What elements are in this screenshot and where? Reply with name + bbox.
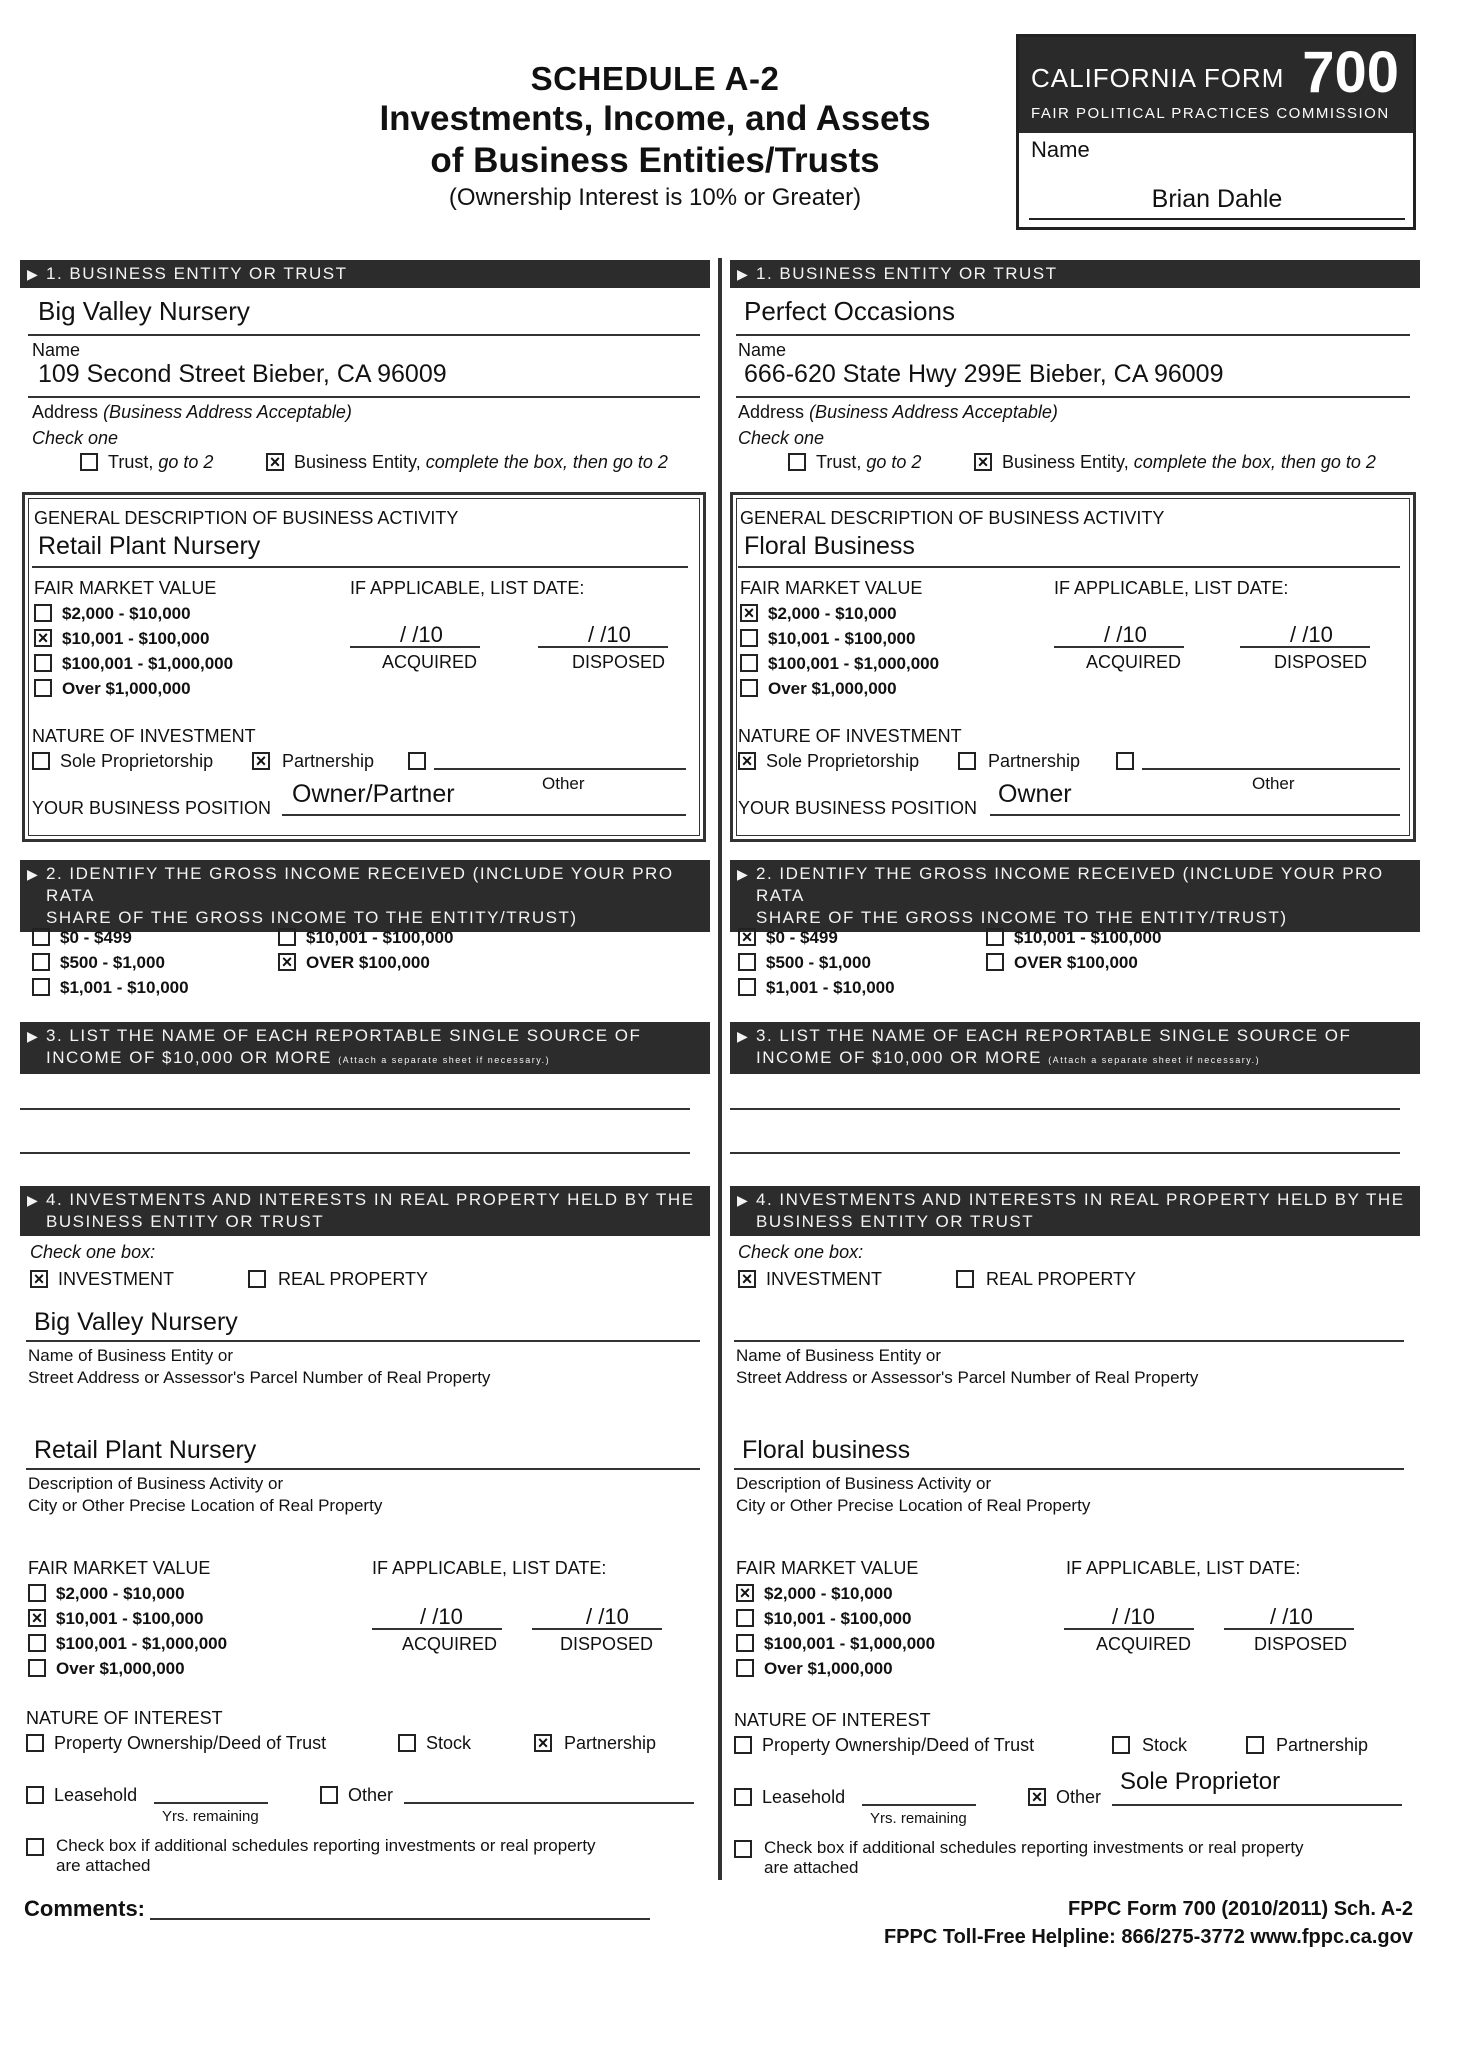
acquired-4-underline xyxy=(372,1628,502,1630)
property-ownership-label: Property Ownership/Deed of Trust xyxy=(762,1735,1035,1755)
section-2-header: ▶ 2. IDENTIFY THE GROSS INCOME RECEIVED (INCLUDE YOUR PRO RATA SHARE OF THE GROSS INCOME TO THE ENTITY/TRUST) xyxy=(20,860,710,932)
acquired-4-label: ACQUIRED xyxy=(1096,1634,1192,1654)
fmv-4-option-3: $100,001 - $1,000,000 xyxy=(764,1634,936,1653)
address-label: Address (Business Address Acceptable) xyxy=(32,402,352,422)
position-underline xyxy=(990,814,1400,816)
other-4-underline xyxy=(1112,1804,1402,1806)
section-1-header: ▶ 1. BUSINESS ENTITY OR TRUST xyxy=(730,260,1420,288)
income-option-4: $10,001 - $100,000 xyxy=(1014,928,1162,947)
fmv-4-checkbox-1[interactable] xyxy=(28,1584,46,1602)
disposed-label: DISPOSED xyxy=(572,652,666,672)
business-entity-checkbox[interactable]: × xyxy=(974,453,992,471)
nature-of-investment-label: NATURE OF INVESTMENT xyxy=(738,726,962,746)
disposed-4-label: DISPOSED xyxy=(560,1634,654,1654)
address-underline xyxy=(736,396,1410,398)
income-option-5: OVER $100,000 xyxy=(306,953,430,972)
nature-of-interest-label: NATURE OF INTEREST xyxy=(26,1708,223,1728)
leasehold-label: Leasehold xyxy=(762,1787,846,1807)
fmv-checkbox-3[interactable] xyxy=(34,654,52,672)
description-4-underline xyxy=(26,1468,700,1470)
income-option-3: $1,001 - $10,000 xyxy=(766,978,895,997)
description-4-label: Description of Business Activity or xyxy=(28,1474,284,1493)
partnership-label: Partnership xyxy=(988,751,1081,771)
form-id-box xyxy=(1016,34,1416,230)
fmv-option-3: $100,001 - $1,000,000 xyxy=(62,654,234,673)
fmv-checkbox-2[interactable]: × xyxy=(34,629,52,647)
business-position-label: YOUR BUSINESS POSITION xyxy=(738,798,978,818)
other-4-label: Other xyxy=(348,1785,394,1805)
acquired-date-field[interactable]: / /10 xyxy=(400,622,443,647)
entity-name-underline xyxy=(28,334,700,336)
business-entity-checkbox[interactable]: × xyxy=(266,453,284,471)
acquired-4-date-field[interactable]: / /10 xyxy=(1112,1604,1155,1629)
name-label: Name xyxy=(738,340,787,360)
leasehold-checkbox[interactable] xyxy=(734,1788,752,1806)
income-checkbox-4[interactable] xyxy=(986,928,1004,946)
partnership-checkbox[interactable]: × xyxy=(252,752,270,770)
check-one-box-label: Check one box: xyxy=(738,1242,864,1262)
property-ownership-label: Property Ownership/Deed of Trust xyxy=(54,1733,327,1753)
income-source-line-1[interactable] xyxy=(20,1108,690,1110)
fmv-4-checkbox-4[interactable] xyxy=(736,1659,754,1677)
business-position-field[interactable]: Owner/Partner xyxy=(292,780,455,808)
partnership-4-checkbox[interactable]: × xyxy=(534,1734,552,1752)
form-title-block xyxy=(330,60,980,212)
fmv-4-option-1: $2,000 - $10,000 xyxy=(56,1584,185,1603)
acquired-underline xyxy=(350,646,480,648)
income-checkbox-1[interactable] xyxy=(32,928,50,946)
income-checkbox-5[interactable]: × xyxy=(278,953,296,971)
fmv-4-label: FAIR MARKET VALUE xyxy=(736,1558,919,1578)
other-nature-label: Other xyxy=(1252,774,1295,793)
acquired-4-underline xyxy=(1064,1628,1194,1630)
name-4-label-line2: Street Address or Assessor's Parcel Number of Real Property xyxy=(736,1368,1199,1387)
entity-name-4-field[interactable]: Big Valley Nursery xyxy=(34,1308,238,1336)
income-option-1: $0 - $499 xyxy=(766,928,838,947)
fmv-option-4: Over $1,000,000 xyxy=(62,679,191,698)
other-nature-checkbox[interactable] xyxy=(408,752,426,770)
stock-checkbox[interactable] xyxy=(398,1734,416,1752)
real-property-label: REAL PROPERTY xyxy=(986,1269,1137,1289)
fmv-checkbox-3[interactable] xyxy=(740,654,758,672)
address-field[interactable]: 109 Second Street Bieber, CA 96009 xyxy=(38,360,447,388)
additional-schedules-checkbox[interactable] xyxy=(26,1838,44,1856)
partnership-checkbox[interactable] xyxy=(958,752,976,770)
stock-label: Stock xyxy=(426,1733,472,1753)
fmv-4-checkbox-4[interactable] xyxy=(28,1659,46,1677)
investment-checkbox[interactable]: × xyxy=(30,1270,48,1288)
entity-name-field[interactable]: Big Valley Nursery xyxy=(38,296,250,326)
property-ownership-checkbox[interactable] xyxy=(26,1734,44,1752)
real-property-label: REAL PROPERTY xyxy=(278,1269,429,1289)
commission-label: FAIR POLITICAL PRACTICES COMMISSION xyxy=(1031,105,1390,122)
income-checkbox-2[interactable] xyxy=(32,953,50,971)
fmv-label: FAIR MARKET VALUE xyxy=(740,578,923,598)
income-checkbox-2[interactable] xyxy=(738,953,756,971)
filer-name-label: Name xyxy=(1031,137,1090,162)
check-one-label: Check one xyxy=(738,428,825,448)
income-option-5: OVER $100,000 xyxy=(1014,953,1138,972)
real-property-checkbox[interactable] xyxy=(956,1270,974,1288)
business-entity-label: Business Entity, complete the box, then go to 2 xyxy=(294,452,668,472)
fmv-4-option-4: Over $1,000,000 xyxy=(764,1659,893,1678)
other-4-field[interactable]: Sole Proprietor xyxy=(1120,1768,1281,1795)
leasehold-checkbox[interactable] xyxy=(26,1786,44,1804)
business-activity-field[interactable]: Floral Business xyxy=(744,532,915,560)
check-one-box-label: Check one box: xyxy=(30,1242,156,1262)
years-remaining-field[interactable] xyxy=(862,1804,976,1806)
sole-proprietorship-checkbox[interactable] xyxy=(32,752,50,770)
trust-checkbox[interactable] xyxy=(80,453,98,471)
general-description-label: GENERAL DESCRIPTION OF BUSINESS ACTIVITY xyxy=(740,508,1165,528)
name-4-label: Name of Business Entity or xyxy=(736,1346,942,1365)
section-3-header: ▶ 3. LIST THE NAME OF EACH REPORTABLE SINGLE SOURCE OF INCOME OF $10,000 OR MORE (Attach a separate sheet if necessary.) xyxy=(20,1022,710,1074)
description-4-field[interactable]: Retail Plant Nursery xyxy=(34,1436,257,1464)
other-4-checkbox[interactable]: × xyxy=(1028,1788,1046,1806)
fmv-checkbox-1[interactable] xyxy=(34,604,52,622)
income-checkbox-3[interactable] xyxy=(738,978,756,996)
fmv-option-2: $10,001 - $100,000 xyxy=(768,629,916,648)
general-description-label: GENERAL DESCRIPTION OF BUSINESS ACTIVITY xyxy=(34,508,459,528)
address-field[interactable]: 666-620 State Hwy 299E Bieber, CA 96009 xyxy=(744,360,1224,388)
fmv-option-1: $2,000 - $10,000 xyxy=(62,604,191,623)
fmv-checkbox-4[interactable] xyxy=(34,679,52,697)
fmv-option-1: $2,000 - $10,000 xyxy=(768,604,897,623)
entity-name-4-underline xyxy=(734,1340,1404,1342)
income-source-line-2[interactable] xyxy=(20,1152,690,1154)
activity-underline xyxy=(738,566,1400,568)
income-option-3: $1,001 - $10,000 xyxy=(60,978,189,997)
partnership-4-label: Partnership xyxy=(564,1733,657,1753)
fmv-checkbox-4[interactable] xyxy=(740,679,758,697)
disposed-4-date-field[interactable]: / /10 xyxy=(586,1604,629,1629)
entity-name-field[interactable]: Perfect Occasions xyxy=(744,296,955,326)
years-remaining-label: Yrs. remaining xyxy=(870,1810,967,1827)
disposed-underline xyxy=(1240,646,1370,648)
additional-schedules-label-line2: are attached xyxy=(56,1856,151,1875)
address-underline xyxy=(28,396,700,398)
fmv-4-label: FAIR MARKET VALUE xyxy=(28,1558,211,1578)
name-4-label: Name of Business Entity or xyxy=(28,1346,234,1365)
list-date-label: IF APPLICABLE, LIST DATE: xyxy=(1054,578,1289,598)
income-checkbox-5[interactable] xyxy=(986,953,1004,971)
investment-checkbox[interactable]: × xyxy=(738,1270,756,1288)
other-4-label: Other xyxy=(1056,1787,1102,1807)
sole-proprietorship-label: Sole Proprietorship xyxy=(60,751,214,771)
acquired-date-field[interactable]: / /10 xyxy=(1104,622,1147,647)
trust-label: Trust, go to 2 xyxy=(816,452,922,472)
partnership-label: Partnership xyxy=(282,751,375,771)
form-reference: FPPC Form 700 (2010/2011) Sch. A-2 xyxy=(1068,1898,1413,1920)
address-label: Address (Business Address Acceptable) xyxy=(738,402,1058,422)
leasehold-label: Leasehold xyxy=(54,1785,138,1805)
investment-label: INVESTMENT xyxy=(58,1269,175,1289)
other-4-checkbox[interactable] xyxy=(320,1786,338,1804)
disposed-date-field[interactable]: / /10 xyxy=(588,622,631,647)
sole-proprietorship-label: Sole Proprietorship xyxy=(766,751,920,771)
fmv-4-option-3: $100,001 - $1,000,000 xyxy=(56,1634,228,1653)
fmv-4-option-2: $10,001 - $100,000 xyxy=(56,1609,204,1628)
fmv-option-2: $10,001 - $100,000 xyxy=(62,629,210,648)
years-remaining-label: Yrs. remaining xyxy=(162,1808,259,1825)
acquired-4-date-field[interactable]: / /10 xyxy=(420,1604,463,1629)
sole-proprietorship-checkbox[interactable]: × xyxy=(738,752,756,770)
additional-schedules-label: Check box if additional schedules reporting investments or real property xyxy=(764,1838,1304,1857)
business-activity-field[interactable]: Retail Plant Nursery xyxy=(38,532,261,560)
income-option-1: $0 - $499 xyxy=(60,928,132,947)
business-position-field[interactable]: Owner xyxy=(998,780,1072,808)
description-4-label: Description of Business Activity or xyxy=(736,1474,992,1493)
entity-name-underline xyxy=(736,334,1410,336)
list-date-4-label: IF APPLICABLE, LIST DATE: xyxy=(1066,1558,1301,1578)
description-4-field[interactable]: Floral business xyxy=(742,1436,911,1464)
fmv-checkbox-2[interactable] xyxy=(740,629,758,647)
description-4-label-line2: City or Other Precise Location of Real Property xyxy=(28,1496,383,1515)
form-number: 700 xyxy=(1302,40,1399,105)
fmv-4-option-1: $2,000 - $10,000 xyxy=(764,1584,893,1603)
income-checkbox-1[interactable]: × xyxy=(738,928,756,946)
filer-name-field[interactable]: Brian Dahle xyxy=(1029,185,1405,220)
other-nature-underline xyxy=(434,768,686,770)
activity-underline xyxy=(32,566,688,568)
schedule-subtitle: (Ownership Interest is 10% or Greater) xyxy=(448,184,862,211)
name-label: Name xyxy=(32,340,81,360)
income-source-line-1[interactable] xyxy=(730,1108,1400,1110)
fmv-4-option-2: $10,001 - $100,000 xyxy=(764,1609,912,1628)
fmv-4-checkbox-3[interactable] xyxy=(28,1634,46,1652)
investment-label: INVESTMENT xyxy=(766,1269,883,1289)
name-4-label-line2: Street Address or Assessor's Parcel Number of Real Property xyxy=(28,1368,491,1387)
acquired-label: ACQUIRED xyxy=(382,652,478,672)
income-option-2: $500 - $1,000 xyxy=(766,953,871,972)
section-4-header: ▶ 4. INVESTMENTS AND INTERESTS IN REAL PROPERTY HELD BY THE BUSINESS ENTITY OR TRUST xyxy=(20,1186,710,1236)
income-checkbox-3[interactable] xyxy=(32,978,50,996)
trust-label: Trust, go to 2 xyxy=(108,452,214,472)
partnership-4-checkbox[interactable] xyxy=(1246,1736,1264,1754)
disposed-label: DISPOSED xyxy=(1274,652,1368,672)
list-date-label: IF APPLICABLE, LIST DATE: xyxy=(350,578,585,598)
section-1-header: ▶ 1. BUSINESS ENTITY OR TRUST xyxy=(20,260,710,288)
fmv-option-4: Over $1,000,000 xyxy=(768,679,897,698)
income-option-4: $10,001 - $100,000 xyxy=(306,928,454,947)
income-source-line-2[interactable] xyxy=(730,1152,1400,1154)
position-underline xyxy=(282,814,686,816)
other-nature-checkbox[interactable] xyxy=(1116,752,1134,770)
stock-label: Stock xyxy=(1142,1735,1188,1755)
section-4-header: ▶ 4. INVESTMENTS AND INTERESTS IN REAL PROPERTY HELD BY THE BUSINESS ENTITY OR TRUST xyxy=(730,1186,1420,1236)
trust-checkbox[interactable] xyxy=(788,453,806,471)
additional-schedules-checkbox[interactable] xyxy=(734,1840,752,1858)
schedule-title: SCHEDULE A-2 xyxy=(530,60,780,97)
business-position-label: YOUR BUSINESS POSITION xyxy=(32,798,272,818)
fmv-4-option-4: Over $1,000,000 xyxy=(56,1659,185,1678)
additional-schedules-label: Check box if additional schedules reporting investments or real property xyxy=(56,1836,596,1855)
disposed-4-date-field[interactable]: / /10 xyxy=(1270,1604,1313,1629)
years-remaining-field[interactable] xyxy=(154,1802,268,1804)
entity-name-4-underline xyxy=(26,1340,700,1342)
schedule-heading-line2: of Business Entities/Trusts xyxy=(430,141,880,180)
nature-of-interest-label: NATURE OF INTEREST xyxy=(734,1710,931,1730)
fmv-4-checkbox-2[interactable]: × xyxy=(28,1609,46,1627)
partnership-4-label: Partnership xyxy=(1276,1735,1369,1755)
form-label: CALIFORNIA FORM xyxy=(1031,63,1285,93)
acquired-4-label: ACQUIRED xyxy=(402,1634,498,1654)
section-2-header: ▶ 2. IDENTIFY THE GROSS INCOME RECEIVED (INCLUDE YOUR PRO RATA SHARE OF THE GROSS INCOME TO THE ENTITY/TRUST) xyxy=(730,860,1420,932)
acquired-label: ACQUIRED xyxy=(1086,652,1182,672)
income-checkbox-4[interactable] xyxy=(278,928,296,946)
property-ownership-checkbox[interactable] xyxy=(734,1736,752,1754)
disposed-underline xyxy=(538,646,668,648)
disposed-4-underline xyxy=(532,1628,662,1630)
form-id-header xyxy=(1019,37,1413,133)
disposed-date-field[interactable]: / /10 xyxy=(1290,622,1333,647)
comments-field[interactable] xyxy=(150,1918,650,1920)
fmv-checkbox-1[interactable]: × xyxy=(740,604,758,622)
stock-checkbox[interactable] xyxy=(1112,1736,1130,1754)
column-divider xyxy=(718,258,722,1880)
fmv-4-checkbox-1[interactable]: × xyxy=(736,1584,754,1602)
business-entity-label: Business Entity, complete the box, then go to 2 xyxy=(1002,452,1376,472)
real-property-checkbox[interactable] xyxy=(248,1270,266,1288)
description-4-label-line2: City or Other Precise Location of Real Property xyxy=(736,1496,1091,1515)
nature-of-investment-label: NATURE OF INVESTMENT xyxy=(32,726,256,746)
acquired-underline xyxy=(1054,646,1184,648)
comments-label: Comments: xyxy=(24,1896,146,1921)
fmv-option-3: $100,001 - $1,000,000 xyxy=(768,654,940,673)
other-4-underline xyxy=(404,1802,694,1804)
description-4-underline xyxy=(734,1468,1404,1470)
list-date-4-label: IF APPLICABLE, LIST DATE: xyxy=(372,1558,607,1578)
other-nature-underline xyxy=(1142,768,1400,770)
schedule-heading-line1: Investments, Income, and Assets xyxy=(379,99,931,138)
additional-schedules-label-line2: are attached xyxy=(764,1858,859,1877)
check-one-label: Check one xyxy=(32,428,119,448)
income-option-2: $500 - $1,000 xyxy=(60,953,165,972)
fmv-label: FAIR MARKET VALUE xyxy=(34,578,217,598)
other-nature-label: Other xyxy=(542,774,585,793)
fmv-4-checkbox-2[interactable] xyxy=(736,1609,754,1627)
section-3-header: ▶ 3. LIST THE NAME OF EACH REPORTABLE SINGLE SOURCE OF INCOME OF $10,000 OR MORE (Attach a separate sheet if necessary.) xyxy=(730,1022,1420,1074)
fmv-4-checkbox-3[interactable] xyxy=(736,1634,754,1652)
helpline-text: FPPC Toll-Free Helpline: 866/275-3772 www.fppc.ca.gov xyxy=(883,1926,1413,1948)
disposed-4-underline xyxy=(1224,1628,1354,1630)
disposed-4-label: DISPOSED xyxy=(1254,1634,1348,1654)
